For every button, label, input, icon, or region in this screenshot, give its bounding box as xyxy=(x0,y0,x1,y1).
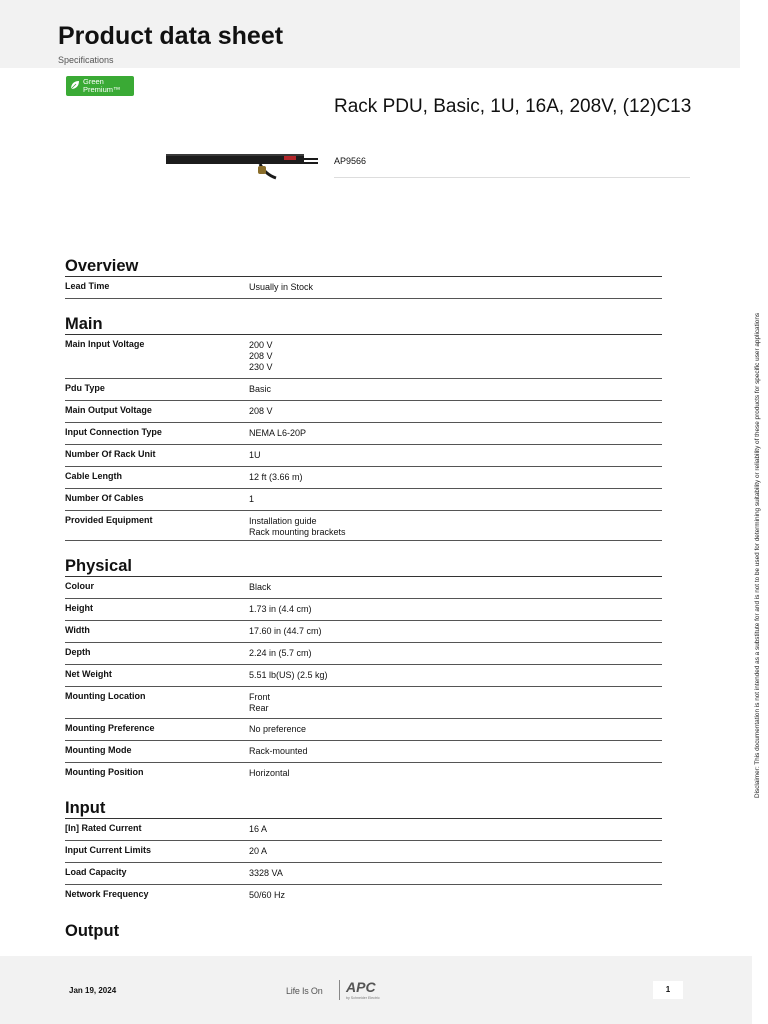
document-title: Product data sheet xyxy=(58,22,284,50)
spec-row xyxy=(65,401,662,423)
spec-value: Black xyxy=(249,582,272,592)
section-heading: Overview xyxy=(65,256,662,277)
spec-row xyxy=(65,621,662,643)
spec-label: Pdu Type xyxy=(65,383,105,393)
divider xyxy=(334,177,690,178)
spec-label: Number Of Cables xyxy=(65,493,144,503)
spec-label: Network Frequency xyxy=(65,889,149,899)
spec-value: Basic xyxy=(249,384,272,394)
spec-label: Depth xyxy=(65,647,91,657)
spec-value: 5.51 lb(US) (2.5 kg) xyxy=(249,670,328,680)
spec-value: Front Rear xyxy=(249,692,271,713)
spec-value: Installation guide Rack mounting brackets xyxy=(249,516,346,537)
spec-row xyxy=(65,885,662,907)
spec-row xyxy=(65,763,662,785)
product-reference: AP9566 xyxy=(334,156,367,166)
spec-value: 1 xyxy=(249,494,255,504)
footer-date: Jan 19, 2024 xyxy=(69,986,117,995)
spec-row xyxy=(65,511,662,541)
spec-value: 2.24 in (5.7 cm) xyxy=(249,648,312,658)
brand-text: APC xyxy=(346,979,376,995)
spec-label: Number Of Rack Unit xyxy=(65,449,156,459)
spec-label: Input Current Limits xyxy=(65,845,151,855)
spec-label: Input Connection Type xyxy=(65,427,162,437)
section-physical xyxy=(65,556,662,785)
badge-line-1: Green xyxy=(83,77,104,86)
spec-label: Load Capacity xyxy=(65,867,127,877)
spec-label: Provided Equipment xyxy=(65,515,153,525)
page-footer xyxy=(0,956,752,1024)
disclaimer-text: Disclaimer: This documentation is not intended as a substitute for and is not to be used for determining suitability or reliability of these products for specific user applications xyxy=(754,312,761,798)
spec-row xyxy=(65,445,662,467)
spec-label: Mounting Location xyxy=(65,691,146,701)
spec-value: 3328 VA xyxy=(249,868,283,878)
spec-value: Horizontal xyxy=(249,768,290,778)
spec-label: Main Input Voltage xyxy=(65,339,145,349)
spec-value: 208 V xyxy=(249,406,273,416)
spec-value: 50/60 Hz xyxy=(249,890,286,900)
spec-value: No preference xyxy=(249,724,307,734)
spec-row xyxy=(65,841,662,863)
spec-row xyxy=(65,665,662,687)
section-overview xyxy=(65,256,662,299)
disclaimer xyxy=(754,312,764,798)
green-premium-badge xyxy=(66,76,134,96)
spec-value: 1U xyxy=(249,450,261,460)
spec-label: Net Weight xyxy=(65,669,112,679)
section-input xyxy=(65,798,662,907)
spec-row xyxy=(65,335,662,379)
spec-value: Rack-mounted xyxy=(249,746,308,756)
product-title: Rack PDU, Basic, 1U, 16A, 208V, (12)C13 xyxy=(334,96,692,117)
section-output xyxy=(65,921,662,941)
spec-label: Colour xyxy=(65,581,94,591)
section-main xyxy=(65,314,662,541)
spec-row xyxy=(65,423,662,445)
page-number: 1 xyxy=(653,981,683,999)
logo-divider xyxy=(339,980,340,1000)
spec-row xyxy=(65,577,662,599)
spec-label: Lead Time xyxy=(65,281,110,291)
spec-row xyxy=(65,599,662,621)
spec-row xyxy=(65,819,662,841)
spec-row xyxy=(65,643,662,665)
spec-label: Mounting Mode xyxy=(65,745,132,755)
spec-label: Height xyxy=(65,603,93,613)
spec-value: Usually in Stock xyxy=(249,282,314,292)
spec-value: 200 V 208 V 230 V xyxy=(249,340,273,372)
spec-label: Mounting Position xyxy=(65,767,144,777)
spec-value: 12 ft (3.66 m) xyxy=(249,472,303,482)
spec-value: 17.60 in (44.7 cm) xyxy=(249,626,322,636)
spec-row xyxy=(65,379,662,401)
spec-value: 16 A xyxy=(249,824,268,834)
page-header xyxy=(0,0,740,68)
badge-line-2: Premium™ xyxy=(83,85,121,94)
spec-row xyxy=(65,863,662,885)
spec-row xyxy=(65,467,662,489)
spec-value: 20 A xyxy=(249,846,268,856)
section-heading: Main xyxy=(65,314,662,335)
document-subtitle: Specifications xyxy=(58,55,114,65)
leaf-icon xyxy=(70,80,80,90)
spec-row xyxy=(65,277,662,299)
apc-logo xyxy=(344,978,398,1002)
section-heading: Output xyxy=(65,922,120,940)
life-is-on-tagline: Life Is On xyxy=(286,986,323,996)
spec-label: Main Output Voltage xyxy=(65,405,152,415)
spec-label: Width xyxy=(65,625,90,635)
spec-value: NEMA L6-20P xyxy=(249,428,307,438)
section-heading: Physical xyxy=(65,556,662,577)
section-heading: Input xyxy=(65,798,662,819)
spec-row xyxy=(65,741,662,763)
spec-value: 1.73 in (4.4 cm) xyxy=(249,604,312,614)
spec-label: [In] Rated Current xyxy=(65,823,142,833)
product-image xyxy=(160,150,330,188)
spec-row xyxy=(65,489,662,511)
spec-row xyxy=(65,719,662,741)
spec-label: Mounting Preference xyxy=(65,723,155,733)
brand-subtext: by Schneider Electric xyxy=(346,996,380,1000)
spec-row xyxy=(65,687,662,719)
spec-label: Cable Length xyxy=(65,471,123,481)
